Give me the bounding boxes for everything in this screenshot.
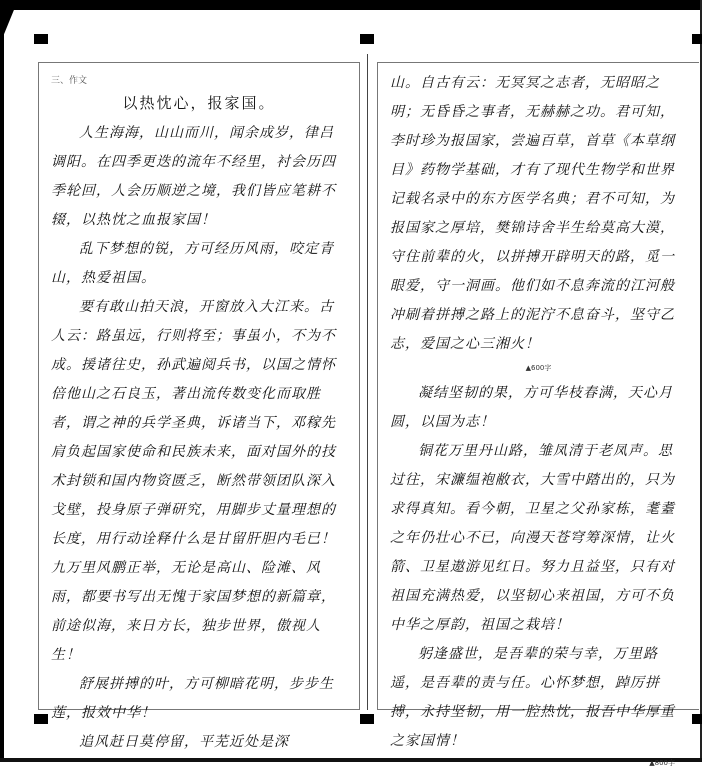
registration-mark-top-right bbox=[692, 34, 702, 44]
column-divider bbox=[367, 54, 368, 710]
registration-mark-bottom-left bbox=[34, 714, 48, 724]
section-label: 三、作文 bbox=[51, 76, 88, 86]
essay-paragraph: 山。自古有云：无冥冥之志者，无昭昭之明；无昏昏之事者，无赫赫之功。君可知，李时珍为报国家，尝遍百草，首草《本草纲目》药物学基础，才有了现代生物学和世界记载名录中的东方医学名典；君不可知，为报国家之厚培，樊锦诗舍半生给莫高大漠，守住前辈的火，以拼搏开辟明天的路，觅一眼爱，守一洞画。他们如不息奔流的江河般冲刷着拼搏之路上的泥泞不息奋斗，坚守乙志，爱国之心三湘火！ bbox=[390, 75, 675, 352]
essay-paragraph: 人生海海，山山而川，闻余成岁，律吕调阳。在四季更迭的流年不经里，衬会历四季轮回，人会历顺逆之境，我们皆应笔耕不辍，以热忱之血报家国！ bbox=[51, 125, 336, 228]
word-count-marker: ▲800字 bbox=[649, 759, 675, 767]
essay-paragraph: 追风赶日莫停留，平芜近处是深 bbox=[79, 734, 289, 750]
scan-left-border bbox=[0, 0, 4, 762]
registration-mark-top-left bbox=[34, 34, 48, 44]
registration-mark-top-center bbox=[360, 34, 374, 44]
registration-mark-bottom-right bbox=[692, 714, 702, 724]
essay-paragraph: 乱下梦想的锐，方可经历风雨，咬定青山，热爱祖国。 bbox=[51, 241, 334, 286]
essay-paragraph: 要有敢山拍天浪，开窗放入大江来。古人云：路虽远，行则将至；事虽小，不为不成。援诸往史，孙武遍阅兵书，以国之情怀倍他山之石良玉，著出流传数变化而取胜者，谓之神的兵学圣典，诉诸当下，邓稼先肩负起国家使命和民族未来，面对国外的技术封锁和国内物资匮乏，断然带领团队深入戈壁，投身原子弹研究，用脚步丈量理想的长度，用行动诠释什么是甘留肝胆内毛已！九万里风鹏正举，无论是高山、险滩、风雨，都要书写出无愧于家国梦想的新篇章，前途似海，来日方长，独步世界，傲视人生！ bbox=[51, 299, 336, 663]
essay-paragraph: 凝结坚韧的果，方可华枝春满，天心月圆，以国为志！ bbox=[390, 385, 673, 430]
registration-mark-bottom-center bbox=[360, 714, 374, 724]
scan-top-border bbox=[0, 0, 702, 10]
essay-paragraph: 躬逢盛世，是吾辈的荣与幸，万里路遥，是吾辈的责与任。心怀梦想，踔厉拼搏，永持坚韧，用一腔热忱，报吾中华厚重之家国情！ bbox=[390, 646, 675, 749]
essay-paragraph: 舒展拼搏的叶，方可柳暗花明，步步生莲，报效中华！ bbox=[51, 676, 334, 721]
answer-panel-right bbox=[377, 62, 699, 767]
answer-panel-left bbox=[38, 62, 360, 750]
scan-corner bbox=[0, 0, 18, 44]
essay-title: 以热忱心，报家国。 bbox=[122, 94, 276, 112]
word-count-marker: ▲600字 bbox=[525, 364, 552, 372]
essay-paragraph: 铜花万里丹山路，雏凤清于老凤声。思过往，宋濂缊袍敝衣，大雪中踏出的，只为求得真知。看今朝，卫星之父孙家栋，耄耋之年仍壮心不已，向漫天苍穹筹深情，让火箭、卫星遨游见红日。努力且益坚，只有对祖国充满热爱，以坚韧心来祖国，方可不负中华之厚韵，祖国之栽培！ bbox=[390, 443, 675, 633]
